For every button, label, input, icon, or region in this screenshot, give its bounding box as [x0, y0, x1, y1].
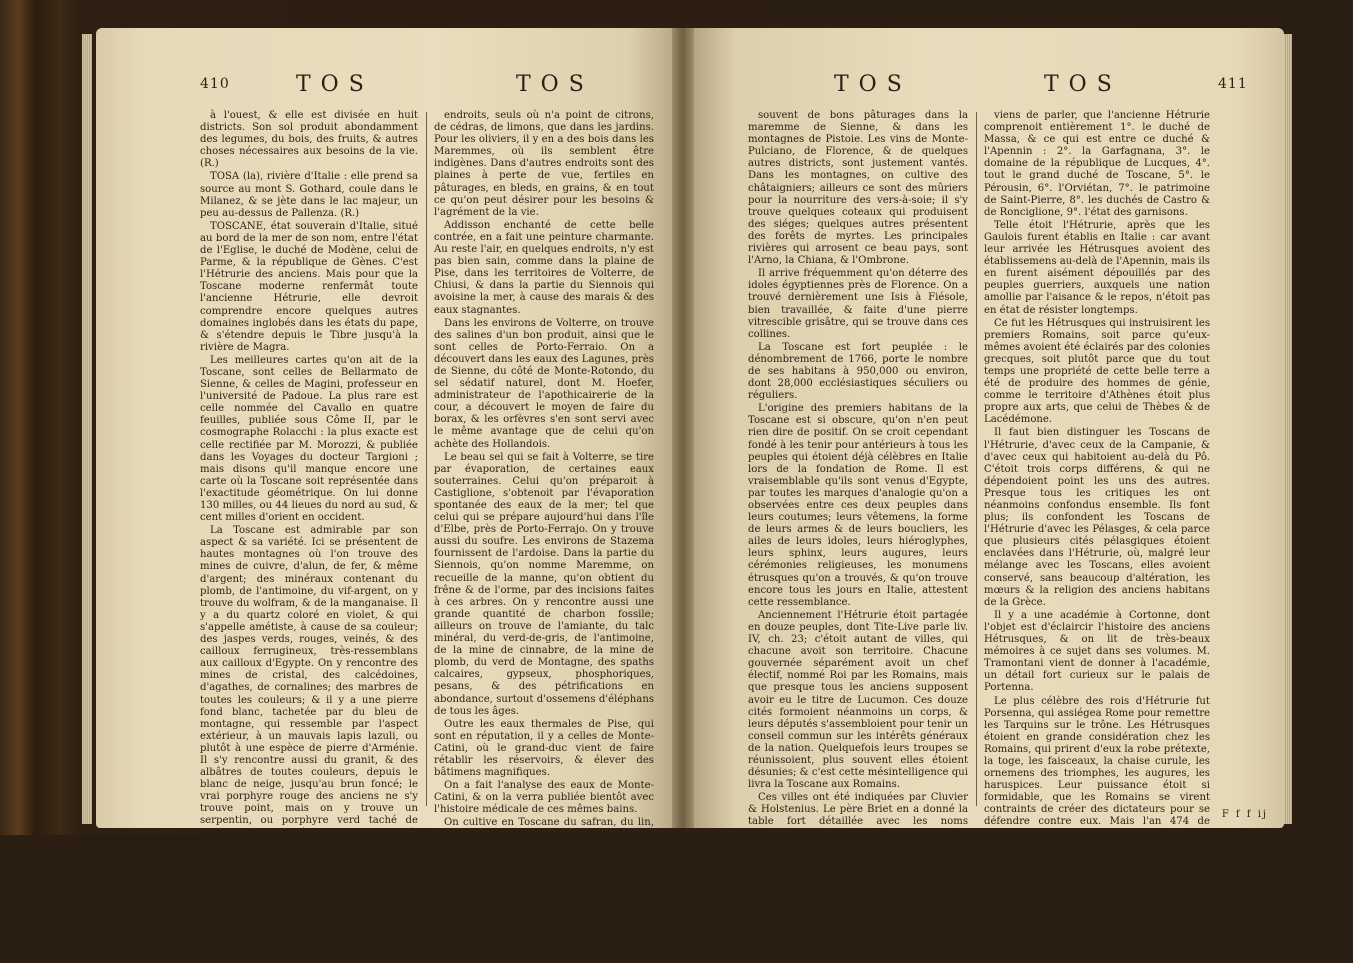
paragraph: souvent de bons pâturages dans la maremme de Sienne, & dans les montagnes de Pistoie. Les vins de Monte-Pulciano, de Florence, & de quelques autres districts, sont justement vantés. Dans les montagnes, on cultive des châtaigniers; ailleurs ce sont des mûriers pour la nourriture des vers-à-soie; il s'y trouve quelques coteaux qui produisent des siéges; quelques autres présentent des forêts de myrtes. Les principales rivières qui arrosent ce beau pays, sont l'Arno, la Chiana, & l'Ombrone. [748, 110, 968, 267]
left-page [96, 28, 674, 949]
page-number: 411 [1218, 76, 1248, 92]
paragraph: Addisson enchanté de cette belle contrée, en a fait une peinture charmante. Au reste l'air, en quelques endroits, n'y est pas bien sain, comme dans la plaine de Pise, dans les territoires de Volterre, de Chiusi, & dans la partie du Siennois qui avoisine la mer, à cause des marais & des eaux stagnantes. [434, 219, 654, 316]
paragraph: Outre les eaux thermales de Pise, qui sont en réputation, il y a celles de Monte-Catini, où le grand-duc vient de faire rétablir les réservoirs, & élever des bâtimens magnifiques. [434, 718, 654, 779]
right-page-column-2 [984, 110, 1210, 937]
paragraph: Anciennement l'Hétrurie étoit partagée en douze peuples, dont Tite-Live parle liv. IV, ch. 23; c'étoit autant de villes, qui chacune avoit son territoire. Chacune gouvernée séparément avoit un chef électif, nommé Roi par les Romains, mais que presque tous les anciens supposent avoir eu le titre de Lucumon. Ces douze cités formoient néanmoins un corps, & leurs députés s'assembloient pour tenir un conseil commun sur les intérêts généraux de la nation. Quelquefois leurs troupes se réunissoient, plus souvent elles étoient désunies; & c'est cette mésintelligence qui livra la Toscane aux Romains. [748, 609, 968, 791]
paragraph: Le plus célèbre des rois d'Hétrurie fut Porsenna, qui assiégea Rome pour remettre les Tarquins sur le trône. Les Hétrusques étoient en grande considération chez les Romains, qui prirent d'eux la robe prétexte, la toge, les faisceaux, la chaise curule, les ornemens des triomphes, les augures, les haruspices. Leur puissance étoit si formidable, que les Romains se virent contraints de créer des dictateurs pour se défendre contre eux. Mais l'an 474 de Rome, les Hétrusques furent vaincus complètement près du lac Vadimon, dans le Patrimoine de Saint-Pierre; il en resta 62,000 sur le champ de bataille; & depuis cette époque, la Toscane fut soumise aux Romains. Elle leur obéit jusqu'à l'invasion des Barbares au sixième siècle. Elle fut au pouvoir des Goths l'espace de 60 ans. De ceux-ci elle passa aux Lombards. Alboin, [984, 695, 1210, 937]
paragraph: Il arrive fréquemment qu'on déterre des idoles égyptiennes près de Florence. On a trouvé dernièrement une Isis à Fiésole, bien travaillée, & faite d'une pierre vitrescible grisâtre, qui se trouve dans ces collines. [748, 268, 968, 340]
running-head: TOS [1044, 72, 1122, 97]
paragraph: Le gros bétail, les chèvres & les chevaux [444, 927, 654, 939]
paragraph: Ces villes ont été indiquées par Cluvier & Holstenius. Le père Briet en a donné la table fort détaillée avec les noms modernes, & même ceux des endroits ruinés. Toutes ces villes furent conquises par les Romains; & sous les Césars, le nombre en fut augmenté jusqu'à quinze, si l'on s'en rapporte à deux inscriptions rapportées par Gruter. Avant ce temps-là l'Hétrurie ne contenoit que douze peuples, dont chacun avoit son lucumon, ou chef particulier. [748, 792, 968, 937]
right-page-column-1 [748, 110, 968, 962]
paragraph: viens de parler, que l'ancienne Hétrurie comprenoit entièrement 1°. le duché de Massa, & ce qui est entre ce duché & l'Apennin : 2°. la Garfagnana, 3°. le domaine de la république de Lucques, 4°. tout le grand duché de Toscane, 5°. le Pérousin, 6°. l'Orviétan, 7°. le patrimoine de Saint-Pierre, 8°. les duchés de Castro & de Ronciglione, 9°. l'état des garnisons. [984, 110, 1210, 218]
right-page-header [694, 72, 1284, 102]
book-gutter [672, 28, 696, 828]
paragraph: Telle étoit l'Hétrurie, après que les Gaulois furent établis en Italie : car avant leur arrivée les Hétrusques avoient des établissemens au-delà de l'Apennin, mais ils en furent aisément dépouillés par des peuples guerriers, auxquels une nation amollie par l'aisance & le repos, n'étoit pas en état de résister longtemps. [984, 219, 1210, 316]
paragraph: endroits, seuls où n'a point de citrons, de cédras, de limons, que dans les jardins. Pour les oliviers, il y en a des bois dans les Maremmes, où ils semblent être indigènes. Dans d'autres endroits sont des plaines à perte de vue, fertiles en pâturages, en bleds, en grains, & en tout ce qu'on peut désirer pour les besoins & l'agrément de la vie. [434, 110, 654, 218]
paragraph: TOSA (la), rivière d'Italie : elle prend sa source au mont S. Gothard, coule dans le Milanez, & se jète dans le lac majeur, un peu au-dessus de Pallenza. (R.) [200, 171, 418, 219]
left-page-column-1 [200, 110, 418, 949]
paragraph: Ce fut les Hétrusques qui instruisirent les premiers Romains, soit parce qu'eux-mêmes avoient été éclairés par des colonies grecques, soit plutôt parce que du tout temps une propriété de cette belle terre a été de produire des hommes de génie, comme le territoire d'Athènes étoit plus propre aux arts, que celui de Thèbes & de Lacédémone. [984, 317, 1210, 426]
column-rule [976, 112, 977, 806]
left-page-header [96, 72, 674, 102]
right-page [694, 28, 1284, 962]
paragraph: Les meilleures cartes qu'on ait de la Toscane, sont celles de Bellarmato de Sienne, & celles de Magini, professeur en l'université de Padoue. La plus rare est celle nommée del Cavallo en quatre feuilles, publiée sous Côme II, par le cosmographe Rolacchi : la plus exacte est celle rectifiée par M. Morozzi, & publiée dans les Voyages du docteur Targioni ; mais disons qu'il manque encore une carte où la Toscane soit représentée dans l'exactitude géométrique. On lui donne 130 milles, ou 44 lieues du nord au sud, & cent milles d'orient en occident. [200, 354, 418, 524]
running-head: TOS [516, 72, 594, 97]
paragraph: Dans les environs de Volterre, on trouve des salines d'un bon produit, ainsi que le sont celles de Porto-Ferraio. On a découvert dans les eaux des Lagunes, près de Sienne, du côté de Monte-Rotondo, du sel sédatif naturel, dont M. Hoefer, administrateur de l'apothicairerie de la cour, a découvert le moyen de faire du borax, & les orfèvres s'en sont servi avec le même avantage que de celui qu'on achète des Hollandois. [434, 317, 654, 450]
paragraph: Ailleurs s'offrent à l'aspect des collines délicieuses, où l'on recueille quantité de vin, d'oranges, de citrons, de cédras, de limons, d'olives, & de toutes sortes de fruits. Les orangers y croissent assez bien à l'air libre en plusieurs [200, 876, 418, 949]
paragraph: TOSCANE, état souverain d'Italie, situé au bord de la mer de son nom, entre l'état de l'Eglise, le duché de Modène, celui de Parme, & la république de Gènes. C'est l'Hétrurie des anciens. Mais pour que la Toscane moderne renfermât toute l'ancienne Hétrurie, elle devroit comprendre encore quelques autres domaines inglobés dans les états du pape, & s'étendre depuis le Tibre jusqu'à la rivière de Magra. [200, 220, 418, 353]
paragraph: On a fait l'analyse des eaux de Monte-Catini, & on la verra publiée bientôt avec l'histoire médicale de ces mêmes bains. [434, 780, 654, 816]
paragraph: Il faut bien distinguer les Toscans de l'Hétrurie, d'avec ceux de la Campanie, & d'avec ceux qui habitoient au-delà du Pô. C'étoit trois corps différens, & qui ne dépendoient point les uns des autres. Presque tous les critiques les ont néanmoins confondus ensemble. Ils font plus; ils confondent les Toscans de l'Hétrurie d'avec les Pélasges, & cela parce que plusieurs cités pélasgiques étoient enclavées dans l'Hétrurie, où, malgré leur mélange avec les Toscans, elles avoient conservé, sans beaucoup d'altération, les mœurs & la religion des anciens habitans de la Grèce. [984, 427, 1210, 608]
running-head: TOS [834, 72, 912, 97]
paragraph: On cultive en Toscane du safran, du lin, du chanvre, de la garance, de la lutéola, du glapsem, du glayeul, qui ne forment pas pourtant des branches principales de culture. Le froment, le bled de Turquie, le sorghum, les haricots, les fèves, la vigne, les arbres fruitiers, les mûriers, les oliviers, y font des objets de plus grande importance pour les cultivateurs. [434, 817, 654, 926]
running-head: TOS [296, 72, 374, 97]
signature-mark: F f f ij [1221, 809, 1268, 820]
paragraph: L'origine des premiers habitans de la Toscane est si obscure, qu'on n'en peut rien dire de positif. On se croit cependant fondé à les tenir pour antérieurs à tous les peuples qui étoient déjà célèbres en Italie lors de la fondation de Rome. Il est vraisemblable qu'ils sont venus d'Egypte, par toutes les marques d'analogie qu'on a observées entre ces deux peuples dans leurs coutumes; leurs vêtemens, la forme de leurs armes & de leurs boucliers, les ailes de leurs idoles, leurs hiéroglyphes, leurs sphinx, leurs augures, leurs cérémonies religieuses, les monumens étrusques qu'on a trouvés, & qu'on trouve encore tous les jours en Italie, attestent cette ressemblance. [748, 403, 968, 608]
page-number: 410 [200, 76, 230, 92]
paragraph: Il résulte de la table du père Briet dont je [748, 938, 968, 962]
paragraph: La Toscane est fort peuplée : le dénombrement de 1766, porte le nombre de ses habitans à 950,000 ou environ, dont 28,000 ecclésiastiques séculiers ou réguliers. [748, 341, 968, 402]
left-page-edge [82, 34, 92, 824]
paragraph: Le beau sel qui se fait à Volterre, se tire par évaporation, de certaines eaux souterraines. Celui qu'on préparoit à Castiglione, s'obtenoit par l'évaporation spontanée des eaux de la mer; tel que celui qui se prépare aujourd'hui dans l'île d'Elbe, près de Porto-Ferrajo. On y trouve aussi du soufre. Les environs de Stazema fournissent de l'ardoise. Dans la partie du Siennois, qu'on nomme Maremme, on recueille de la manne, qu'on obtient du frêne & de l'orme, par des incisions faites à ces arbres. On y rencontre aussi une grande quantité de charbon fossile; ailleurs on trouve de l'amiante, du talc minéral, du verd-de-gris, de l'antimoine, de la mine de cinnabre, de la mine de plomb, du verd de Montagne, des spaths calcaires, gypseux, phosphoriques, pesans, & des pétrifications en abondance, surtout d'ossemens d'éléphans de tous les âges. [434, 451, 654, 717]
left-page-column-2 [434, 110, 654, 939]
column-rule [426, 112, 427, 806]
paragraph: à l'ouest, & elle est divisée en huit districts. Son sol produit abondamment des legumes, du bois, des fruits, & autres choses nécessaires aux besoins de la vie. (R.) [200, 110, 418, 170]
paragraph: Il y a une académie à Cortonne, dont l'objet est d'éclaircir l'histoire des anciens Hétrusques, & on lit de très-beaux mémoires à ce sujet dans ses volumes. M. Tramontani vient de donner à l'académie, un détail fort curieux sur le palais de Portenna. [984, 609, 1210, 694]
paragraph: La Toscane est admirable par son aspect & sa variété. Ici se présentent de hautes montagnes où l'on trouve des mines de cuivre, d'alun, de fer, & même d'argent; des minéraux contenant du plomb, de l'antimoine, du vif-argent, on y trouve du wolfram, & de la manganaise. Il y a du quartz coloré en violet, & qui s'appelle amétiste, à cause de sa couleur; des jaspes verds, rouges, veinés, & des cailloux ferrugineux, très-ressemblans aux cailloux d'Egypte. On y rencontre des mines de cristal, des calcédoines, d'agathes, de cornalines; des marbres de toutes les couleurs; & il y a une pierre fond blanc, tachetée par du bleu de montagne, qui ressemble par l'aspect extérieur, à un mauvais lapis lazuli, ou plutôt à une espèce de pierre d'Arménie. Il s'y rencontre aussi du granit, & des albâtres de toutes couleurs, depuis le blanc de neige, jusqu'au brun foncé; le vrai porphyre rouge des anciens ne s'y trouve point, mais on y trouve un serpentin, ou porphyre verd taché de jaune, & noir taché de blanc, qui paroît être le lapis ophytes des anciens. On y voit aussi des pierres ollaires très-belles, & très-variées en couleur. [200, 525, 418, 875]
